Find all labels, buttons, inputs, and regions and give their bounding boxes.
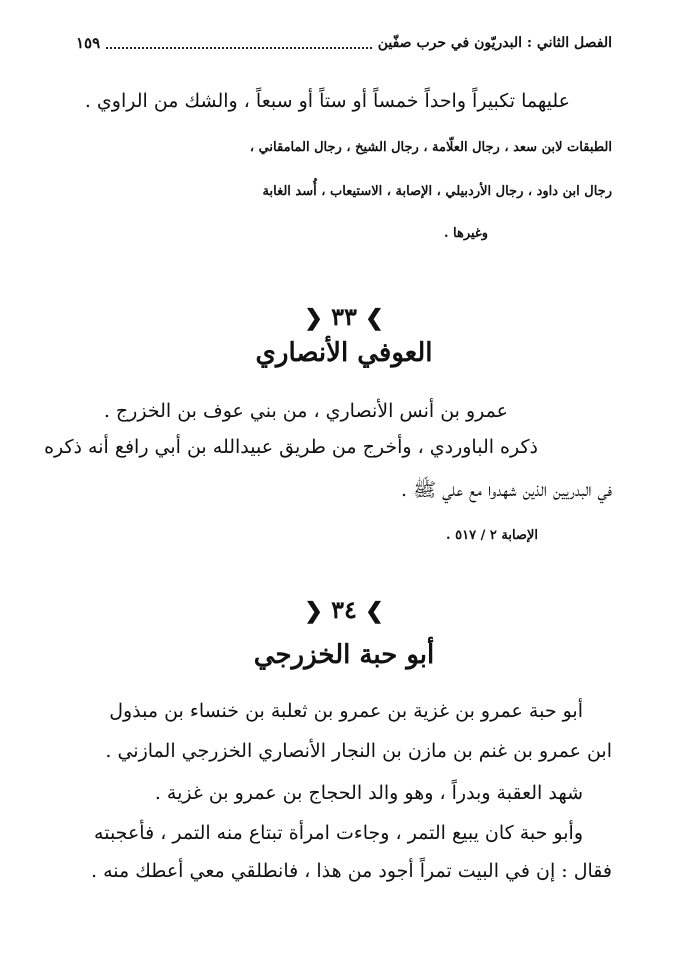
section-34-title: أبو حبة الخزرجي: [253, 640, 435, 670]
footnote-line-1: الطبقات لابن سعد ، رجال العلّامة ، رجال الشيخ ، رجال المامقاني ،: [249, 140, 612, 155]
section-34-number-text: ٣٤: [331, 595, 357, 624]
section-34-line-5: فقال : إن في البيت تمراً أجود من هذا ، فانطلقي معي أعطك منه .: [91, 860, 612, 882]
chapter-title: الفصل الثاني : البدريّون في حرب صفّين: [377, 35, 612, 51]
section-34-line-4: وأبو حبة كان يبيع التمر ، وجاءت امرأة تبتاع منه التمر ، فأعجبته: [94, 822, 583, 844]
footnote-line-2: رجال ابن داود ، رجال الأردبيلي ، الإصابة ، الاستيعاب ، أُسد الغابة: [262, 184, 612, 199]
ornament-right-icon: ❯: [365, 305, 384, 331]
section-34-number: [0, 595, 688, 624]
ornament-left-icon: ❮: [304, 598, 323, 624]
section-33-line-1: عمرو بن أنس الأنصاري ، من بني عوف بن الخزرج .: [103, 400, 508, 422]
section-33-number-text: ٣٣: [331, 302, 357, 331]
header-dot-leader: [106, 37, 372, 49]
section-33-line-3: في البدريين الذين شهدوا مع علي ﷺ .: [401, 479, 612, 501]
section-33-source: الإصابة ٢ / ٥١٧ .: [446, 528, 538, 543]
section-33-title: العوفي الأنصاري: [255, 338, 433, 368]
section-33-number: [0, 302, 688, 331]
section-34-line-2: ابن عمرو بن غنم بن مازن بن النجار الأنصاري الخزرجي المازني .: [105, 740, 612, 762]
section-34-line-1: أبو حبة عمرو بن غزية بن عمرو بن ثعلبة بن خنساء بن مبذول: [109, 700, 583, 722]
ornament-right-icon: ❯: [365, 598, 384, 624]
page-number: ١٥٩: [76, 34, 101, 52]
intro-line: عليهما تكبيراً واحداً خمساً أو ستاً أو سبعاً ، والشك من الراوي .: [84, 90, 570, 112]
running-header: [76, 28, 612, 58]
section-33-line-2: ذكره الباوردي ، وأخرج من طريق عبيدالله بن أبي رافع أنه ذكره: [44, 436, 538, 458]
section-34-line-3: شهد العقبة وبدراً ، وهو والد الحجاج بن عمرو بن غزية .: [154, 782, 583, 804]
footnote-line-3: وغيرها .: [443, 226, 488, 241]
ornament-left-icon: ❮: [304, 305, 323, 331]
